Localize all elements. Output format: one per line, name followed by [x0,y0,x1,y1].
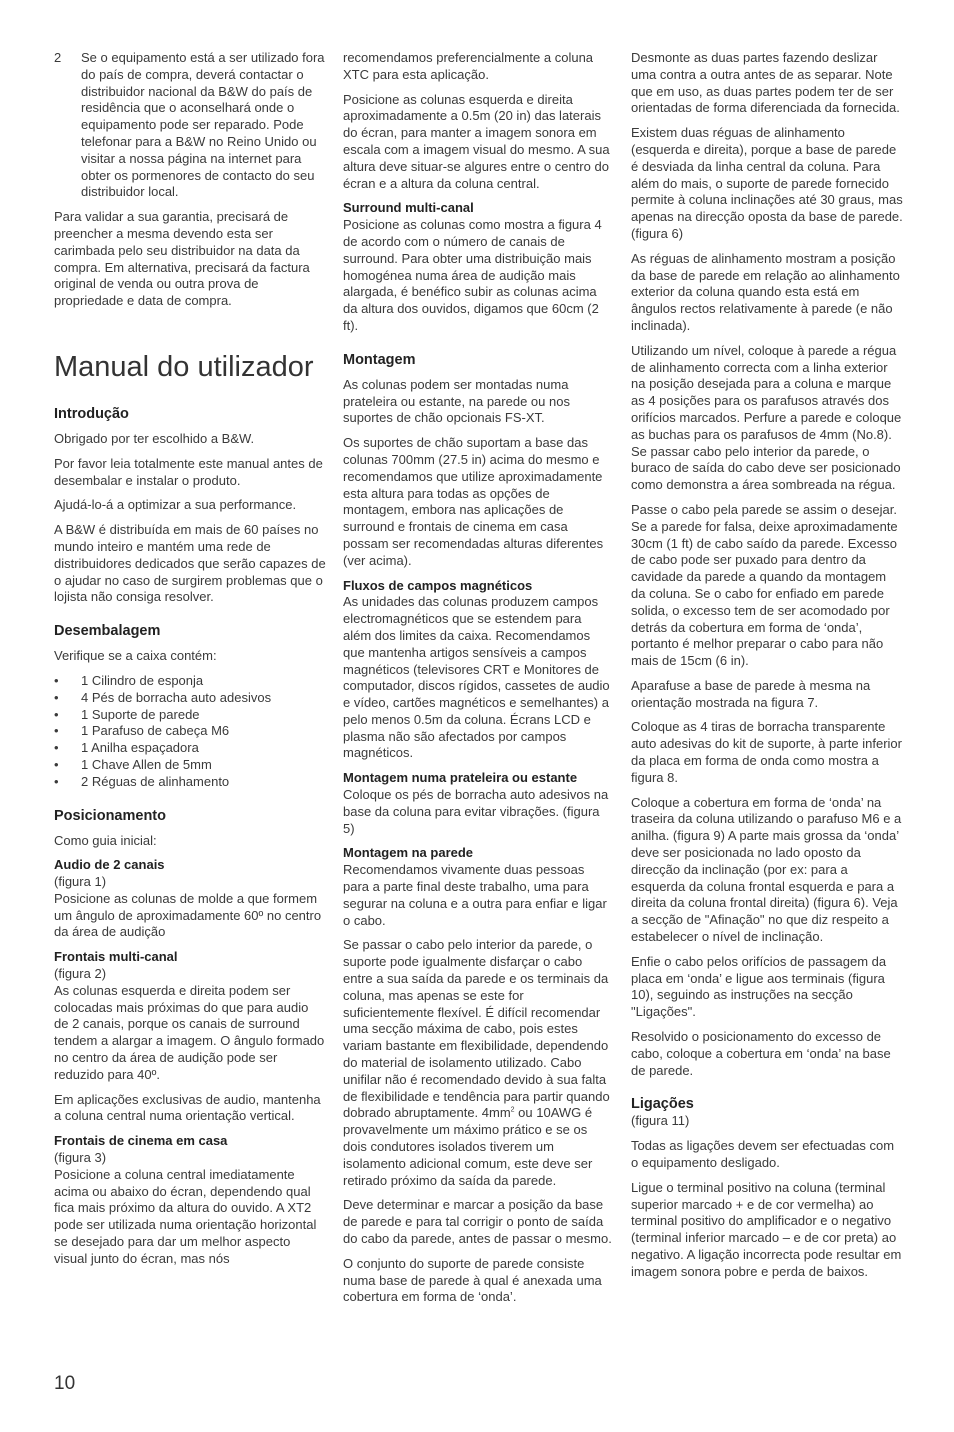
list-item-text: 4 Pés de borracha auto adesivos [81,689,272,705]
list-item [54,690,326,707]
paragraph: Os suportes de chão suportam a base das colunas 700mm (27.5 in) acima do mesmo e recomendamos que utilize aproximadamente esta altura para todas as opções de montagem, embora nas aplicações de surround e frontais de cinema em casa possam ser recomendadas alturas diferentes (ver acima). [343,435,604,568]
paragraph: As colunas esquerda e direita podem ser colocadas mais próximas do que para audio de 2 canais, porque os canais de surround tendem a alargar a imagem. O ângulo formado no centro da área de audição pode ser reduzido para 40º. [54,982,325,1082]
figure-ref: (figura 2) [54,966,107,982]
paragraph: Coloque os pés de borracha auto adesivos na base da coluna para evitar vibrações. (figura 5) [343,787,609,836]
list-item-text: 1 Chave Allen de 5mm [81,756,212,772]
list-item [54,723,326,740]
list-item [54,757,326,774]
paragraph: Por favor leia totalmente este manual antes de desembalar e instalar o produto. [54,455,323,488]
column-2 [343,50,613,1314]
page-number: 10 [54,1373,76,1394]
unpack-list [54,673,326,791]
bullet: • [54,672,59,688]
paragraph: Coloque a cobertura em forma de ‘onda’ na traseira da coluna utilizando o parafuso M6 e a anilha. (figura 9) A parte mais grossa da ‘onda’ deve ser posicionada no lado oposto da direcção da inclinação (por ex: para a esquerda da coluna frontal esquerda e para a direita da coluna frontal direita) (figura 6). Veja a secção de "Afinação" no que diz respeito a estabelecer o nível de inclinação. [631,794,902,945]
paragraph: Resolvido o posicionamento do excesso de cabo, coloque a cobertura em ‘onda’ na base de parede. [631,1029,891,1078]
list-item-text: 1 Anilha espaçadora [81,740,199,756]
bullet: • [54,723,59,739]
paragraph: Recomendamos vivamente duas pessoas para a parte final deste trabalho, uma para segurar na coluna e a outra para enfiar e ligar o cabo. [343,862,607,928]
heading-desembalagem: Desembalagem [54,623,161,640]
paragraph: A B&W é distribuída em mais de 60 países no mundo inteiro e mantém uma rede de distribuidores dedicados que serão capazes de o ajudar no caso de surgirem problemas que o lojista não consiga resolver. [54,522,326,605]
list-item-text: 1 Parafuso de cabeça M6 [81,723,230,739]
paragraph: As colunas podem ser montadas numa prateleira ou estante, na parede ou nos suportes de chão opcionais FS-XT. [343,376,570,426]
heading-introducao: Introdução [54,405,129,422]
paragraph: recomendamos preferencialmente a coluna XTC para esta aplicação. [343,50,594,82]
heading-ligacoes: Ligações [631,1096,694,1113]
subheading-surround: Surround multi-canal [343,200,474,216]
numbered-item [54,50,326,201]
list-item [54,673,326,690]
paragraph: Enfie o cabo pelos orifícios de passagem da placa em ‘onda’ e ligue aos terminais (figura 10), seguindo as instruções na secção "Ligações". [631,953,887,1020]
subheading-prateleira: Montagem numa prateleira ou estante [343,770,578,786]
paragraph: Todas as ligações devem ser efectuadas com o equipamento desligado. [631,1138,895,1171]
list-item [54,774,326,791]
figure-ref: (figura 11) [631,1113,690,1129]
paragraph: Posicione as colunas de molde a que formem um ângulo de aproximadamente 60º no centro da área de audição [54,890,322,940]
heading-posicionamento: Posicionamento [54,807,166,824]
superscript: 2 [510,1107,515,1115]
paragraph: Obrigado por ter escolhido a B&W. [54,430,255,446]
paragraph: Posicione as colunas como mostra a figura 4 de acordo com o número de canais de surround. Para obter uma distribuição mais homogénea numa área de audição mais alargada, é benéfico subir as colunas acima da altura dos ouvidos, digamos que 60cm (2 ft). [343,217,602,333]
paragraph: Desmonte as duas partes fazendo deslizar uma contra a outra antes de as separar. Note que em uso, as duas partes podem ter de ser orientadas de forma diferenciada da fornecida. [631,50,900,116]
heading-montagem: Montagem [343,351,416,368]
paragraph: Verifique se a caixa contém: [54,648,217,664]
list-item [54,740,326,757]
subheading-audio-2-canais: Audio de 2 canais [54,857,165,873]
subheading-frontais-multi-canal: Frontais multi-canal [54,949,178,965]
page-title: Manual do utilizador [54,350,314,383]
paragraph: Coloque as 4 tiras de borracha transparente auto adesivas do kit de suporte, à parte inferior da placa em forma de onda como mostra a figura 8. [631,719,902,785]
paragraph: Em aplicações exclusivas de audio, mantenha a coluna central numa orientação vertical. [54,1091,321,1124]
paragraph: As unidades das colunas produzem campos electromagnéticos que se estendem para além dos limites da caixa. Recomendamos que mantenha artigos sensíveis a campos magnéticos (televisores CRT e Monitores de computador, discos rígidos, cassetes de audio e vídeo, cartões magnéticos e semelhantes) a pelo menos 0.5m da coluna. Écrans LCD e plasma não são afectados por campos magnéticos. [343,594,610,761]
paragraph: Passe o cabo pela parede se assim o desejar. Se a parede for falsa, deixe aproximadamente 30cm (1 ft) de cabo saído da parede. Excesso de cabo pode ser puxado para dentro da cavidade da parede a quando da montagem da coluna. Se o cabo for enfiado em parede solida, o excesso tem de ser acomodado por detrás da cobertura em forma de ‘onda’, portanto é melhor preparar o cabo para não mais de 15cm (6 in). [631,501,898,669]
subheading-parede: Montagem na parede [343,845,474,861]
item-text: Se o equipamento está a ser utilizado fora do país de compra, deverá contactar o distribuidor nacional da B&W do país de residência que o aconselhará onde o equipamento pode ser reparado. Pode telefonar para a B&W no Reino Unido ou visitar a nossa página na internet para obter os pormenores de contacto do seu distribuidor local. [81,50,325,200]
paragraph: Ajudá-lo-á a optimizar a sua performance. [54,497,297,513]
figure-ref: (figura 3) [54,1150,107,1166]
bullet: • [54,773,59,789]
paragraph: Ligue o terminal positivo na coluna (terminal superior marcado + e de cor vermelha) ao terminal positivo do amplificador e o negativo (terminal inferior marcado – e de cor preta) ao negativo. A ligação incorrecta pode resultar em imagem sonora pobre e perda de baixos. [631,1179,902,1279]
figure-ref: (figura 1) [54,874,107,890]
paragraph: Posicione as colunas esquerda e direita aproximadamente a 0.5m (20 in) das laterais do écran, para manter a imagem sonora em escala com a imagem visual do mesmo. A sua altura deve situar-se algures entre o centro do écran e a altura da coluna central. [343,91,610,191]
paragraph: Como guia inicial: [54,832,157,848]
list-item-text: 1 Cilindro de esponja [81,672,204,688]
bullet: • [54,756,59,772]
paragraph: As réguas de alinhamento mostram a posição da base de parede em relação ao alinhamento exterior da coluna quando esta está em ângulos rectos relativamente à parede (e não inclinada). [631,250,900,333]
paragraph-cable [343,937,613,1189]
list-item-text: 1 Suporte de parede [81,706,200,722]
subheading-campos-magneticos: Fluxos de campos magnéticos [343,577,533,593]
paragraph: O conjunto do suporte de parede consiste numa base de parede à qual é anexada uma cobertura em forma de ‘onda’. [343,1255,602,1305]
paragraph: Posicione a coluna central imediatamente acima ou abaixo do écran, dependendo qual fica mais próximo da altura do ouvido. A XT2 pode ser utilizada numa orientação horizontal se desejado para dar um melhor aspecto visual junto do écran, mas nós [54,1166,317,1266]
bullet: • [54,706,59,722]
text-span: Se passar o cabo pelo interior da parede, o suporte pode igualmente disfarçar o cabo entre a sua saída da parede e os terminais da coluna, mas apenas se este for suficientemente flexível. É difícil recomendar uma secção máxima de cabo, pois estes variam bastante em flexibilidade, dependendo do material de isolamento utilizado. Cabo unifilar não é recomendado devido à sua falta de flexibilidade e tendência para partir quando dobrado abruptamente. 4mm [343,937,610,1121]
list-item-text: 2 Réguas de alinhamento [81,773,230,789]
paragraph: Utilizando um nível, coloque à parede a régua de alinhamento correcta com a linha exterior na posição desejada para a coluna e marque as 4 posições para os parafusos através dos orifícios marcados. Perfure a parede e coloque as buchas para os parafusos de 4mm (No.8). Se passar cabo pelo interior da parede, o buraco de saída do cabo deve ser posicionado como demonstra a área sombreada na régua. [631,342,902,493]
text-span: ou 10AWG é provavelmente um máximo prático e se os dois condutores isolados tiverem um isolamento adicional comum, este deve ser retirado próximo da saída da parede. [343,1105,593,1188]
item-number: 2 [54,50,62,65]
bullet: • [54,689,59,705]
column-3 [631,50,903,1289]
subheading-frontais-cinema: Frontais de cinema em casa [54,1133,228,1149]
paragraph: Aparafuse a base de parede à mesma na orientação mostrada na figura 7. [631,677,871,710]
paragraph: Existem duas réguas de alinhamento (esquerda e direita), porque a base de parede é desviada da linha central da coluna. Para além do mais, o suporte de parede fornecido permite à coluna inclinações até 30 graus, mas apenas na direcção oposta da base de parede. (figura 6) [631,125,903,241]
bullet: • [54,740,59,756]
warranty-paragraph: Para validar a sua garantia, precisará de preencher a mesma devendo esta ser carimbada pelo seu distribuidor na data da compra. Em alternativa, precisará da factura original de venda ou outra prova de propriedade e data de compra. [54,209,310,309]
column-1 [54,50,326,1276]
list-item [54,707,326,724]
paragraph: Deve determinar e marcar a posição da base de parede e para tal corrigir o ponto de saída do cabo da parede, antes de passar o mesmo. [343,1197,612,1246]
